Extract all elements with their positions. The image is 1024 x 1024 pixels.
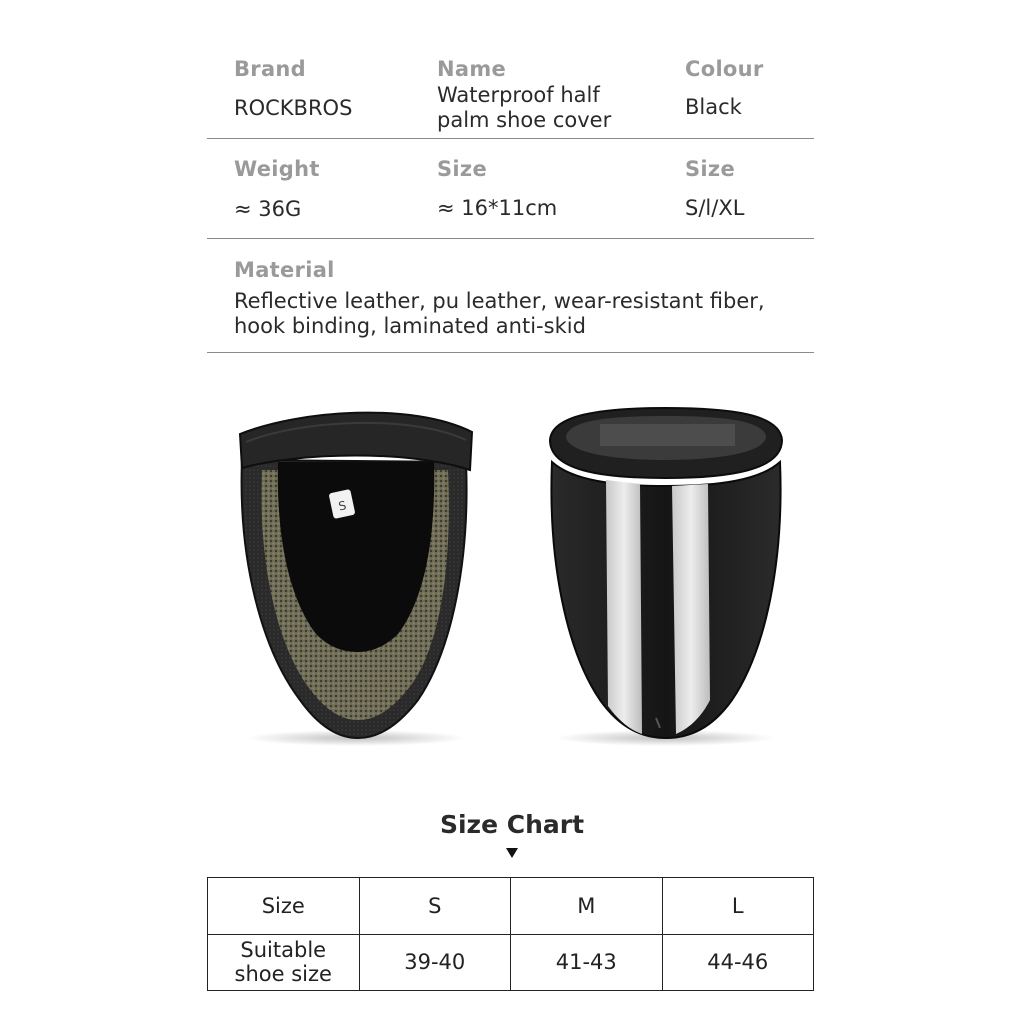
svg-text:S: S bbox=[337, 498, 348, 514]
material-value-line1: Reflective leather, pu leather, wear-resistant fiber, bbox=[234, 289, 765, 313]
weight-label: Weight bbox=[234, 157, 320, 181]
table-cell: 39-40 bbox=[359, 934, 511, 991]
arrow-down-icon bbox=[506, 848, 518, 858]
shoe-cover-outer-view bbox=[550, 408, 782, 746]
colour-label: Colour bbox=[685, 57, 764, 81]
size-dimension-value: ≈ 16*11cm bbox=[437, 196, 558, 220]
table-row bbox=[208, 934, 814, 991]
colour-value: Black bbox=[685, 95, 742, 119]
shoe-size-label-line2: shoe size bbox=[234, 962, 332, 987]
table-cell: L bbox=[662, 878, 814, 935]
table-cell: Size bbox=[208, 878, 360, 935]
size-chart-table bbox=[207, 877, 814, 991]
name-value-line1: Waterproof half bbox=[437, 83, 600, 107]
shoe-size-label-line1: Suitable bbox=[240, 938, 327, 963]
size-dimension-label: Size bbox=[437, 157, 487, 181]
divider bbox=[207, 138, 814, 139]
divider bbox=[207, 238, 814, 239]
table-cell: M bbox=[511, 878, 663, 935]
weight-value: ≈ 36G bbox=[234, 197, 302, 221]
table-cell bbox=[208, 934, 360, 991]
divider bbox=[207, 352, 814, 353]
brand-value: ROCKBROS bbox=[234, 96, 353, 120]
product-images bbox=[0, 380, 1024, 770]
name-label: Name bbox=[437, 57, 507, 81]
brand-label: Brand bbox=[234, 57, 307, 81]
material-label: Material bbox=[234, 258, 335, 282]
size-chart-title: Size Chart bbox=[439, 810, 585, 839]
table-cell: 44-46 bbox=[662, 934, 814, 991]
size-range-value: S/l/XL bbox=[685, 196, 745, 220]
material-value-line2: hook binding, laminated anti-skid bbox=[234, 314, 586, 338]
size-range-label: Size bbox=[685, 157, 735, 181]
table-cell: S bbox=[359, 878, 511, 935]
table-row bbox=[208, 878, 814, 935]
shoe-cover-inner-view bbox=[240, 413, 472, 746]
name-value-line2: palm shoe cover bbox=[437, 108, 612, 132]
table-cell: 41-43 bbox=[511, 934, 663, 991]
